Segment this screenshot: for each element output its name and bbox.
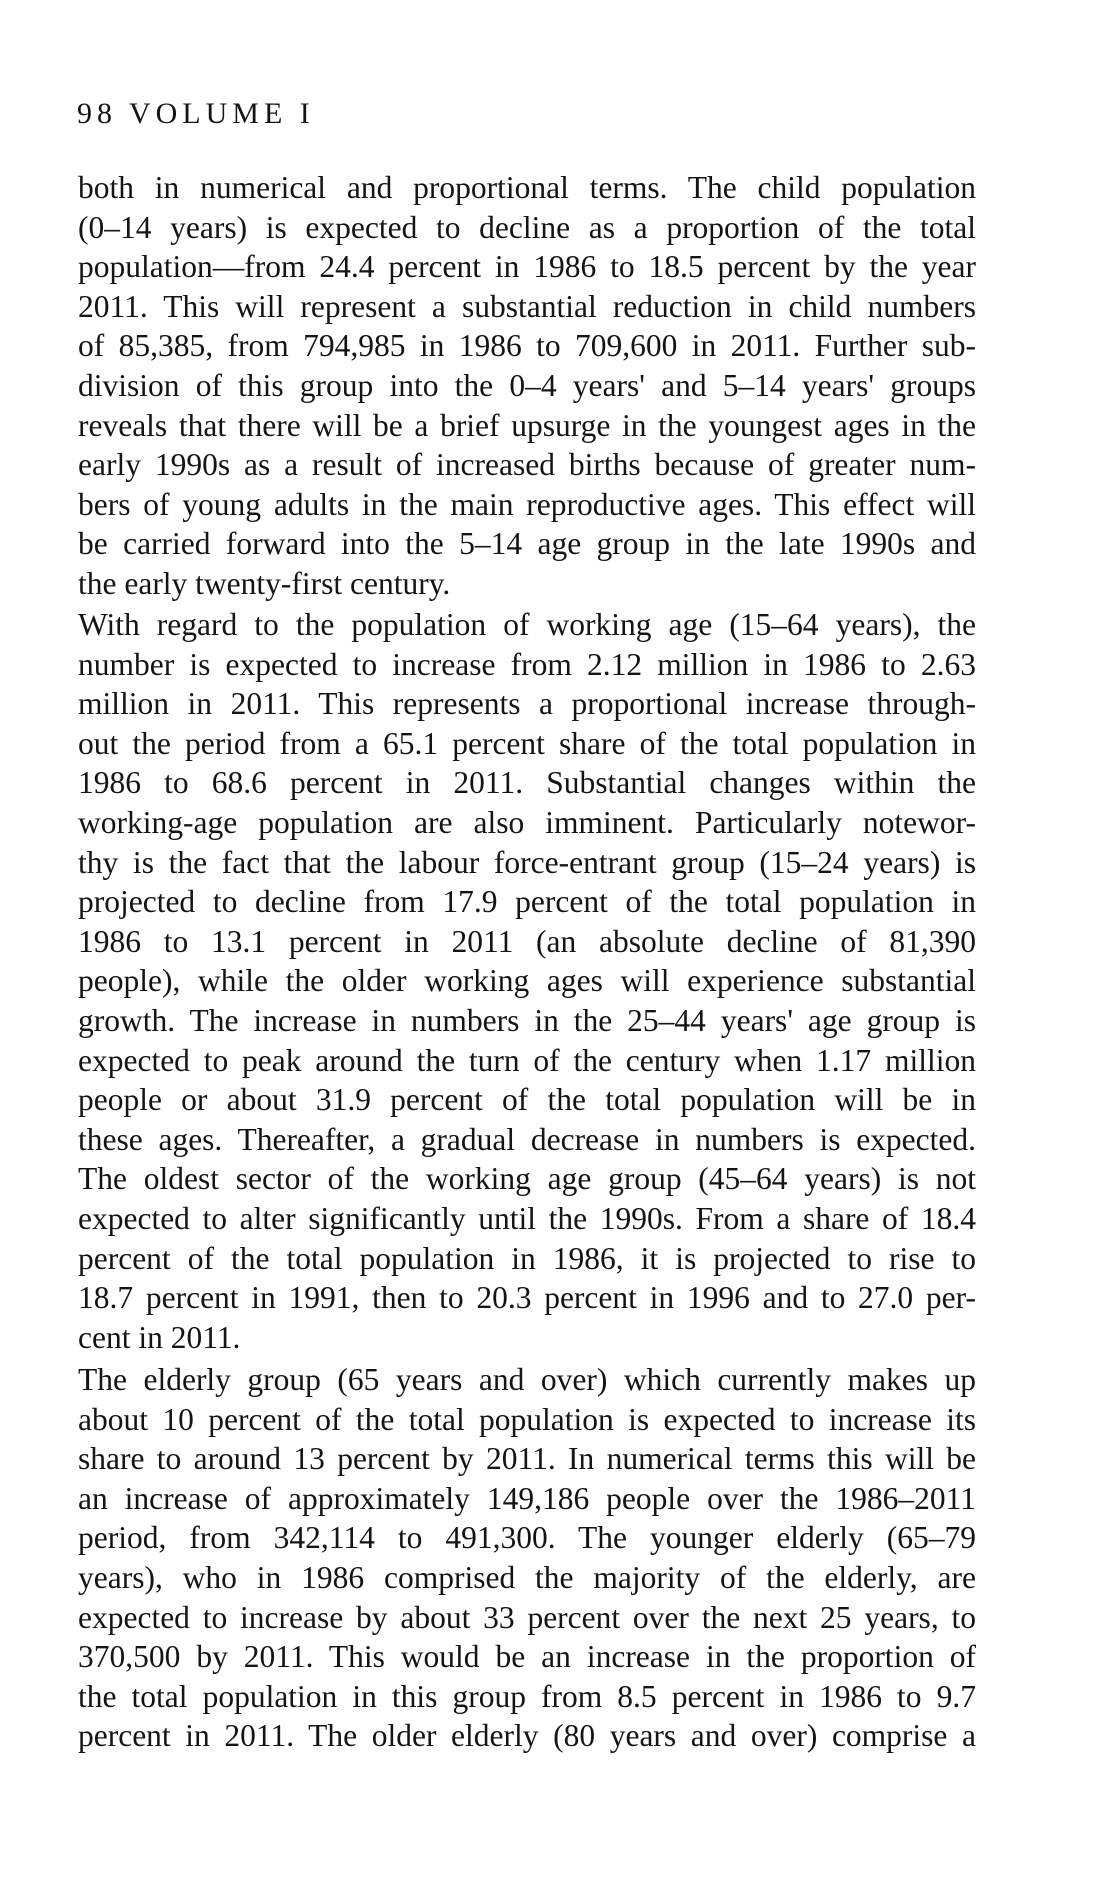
volume-label: VOLUME I	[128, 97, 315, 130]
text-line: the total population in this group from 8.5 percent in 1986 to 9.7	[78, 1678, 976, 1714]
text-line: 370,500 by 2011. This would be an increase in the proportion of	[78, 1639, 976, 1675]
text-line: With regard to the population of working age (15–64 years), the	[78, 607, 976, 642]
text-line: division of this group into the 0–4 years' and 5–14 years' groups	[78, 367, 976, 403]
text-line: 18.7 percent in 1991, then to 20.3 percent in 1996 and to 27.0 per-	[78, 1280, 976, 1316]
text-line: be carried forward into the 5–14 age group in the late 1990s and	[78, 526, 976, 562]
paragraph-working-age	[78, 605, 976, 1357]
page-number: 98	[77, 97, 117, 130]
text-line: period, from 342,114 to 491,300. The younger elderly (65–79	[78, 1520, 976, 1556]
text-line: both in numerical and proportional terms. The child population	[78, 170, 976, 205]
text-line: The oldest sector of the working age group (45–64 years) is not	[78, 1161, 976, 1197]
text-line: bers of young adults in the main reproductive ages. This effect will	[78, 486, 976, 522]
paragraph-elderly	[78, 1360, 976, 1756]
text-line: people or about 31.9 percent of the total population will be in	[78, 1082, 976, 1118]
text-line: people), while the older working ages will experience substantial	[78, 963, 976, 999]
text-line: million in 2011. This represents a proportional increase through-	[78, 686, 976, 722]
paragraph-child-population	[78, 168, 976, 604]
text-line: the early twenty-first century.	[78, 565, 451, 601]
text-line: cent in 2011.	[78, 1319, 241, 1355]
text-line: working-age population are also imminent. Particularly notewor-	[78, 804, 976, 840]
text-line: number is expected to increase from 2.12 million in 1986 to 2.63	[78, 646, 976, 682]
text-line: of 85,385, from 794,985 in 1986 to 709,600 in 2011. Further sub-	[78, 328, 976, 364]
text-line: (0–14 years) is expected to decline as a proportion of the total	[78, 209, 976, 245]
text-line: expected to increase by about 33 percent over the next 25 years, to	[78, 1599, 976, 1635]
text-line: early 1990s as a result of increased births because of greater num-	[78, 447, 976, 483]
text-line: growth. The increase in numbers in the 25–44 years' age group is	[78, 1002, 976, 1038]
text-line: these ages. Thereafter, a gradual decrease in numbers is expected.	[78, 1121, 976, 1157]
text-line: expected to alter significantly until the 1990s. From a share of 18.4	[78, 1200, 976, 1236]
text-line: percent in 2011. The older elderly (80 years and over) comprise a	[78, 1718, 976, 1754]
running-head	[77, 96, 315, 132]
text-line: The elderly group (65 years and over) which currently makes up	[78, 1362, 976, 1397]
text-line: population—from 24.4 percent in 1986 to 18.5 percent by the year	[78, 249, 976, 285]
text-line: percent of the total population in 1986, it is projected to rise to	[78, 1240, 976, 1276]
text-line: expected to peak around the turn of the century when 1.17 million	[78, 1042, 976, 1078]
text-line: about 10 percent of the total population is expected to increase its	[78, 1401, 976, 1437]
text-line: 2011. This will represent a substantial reduction in child numbers	[78, 288, 976, 324]
text-line: years), who in 1986 comprised the majority of the elderly, are	[78, 1559, 976, 1595]
text-line: out the period from a 65.1 percent share of the total population in	[78, 725, 976, 761]
text-line: projected to decline from 17.9 percent of the total population in	[78, 884, 976, 920]
text-line: thy is the fact that the labour force-entrant group (15–24 years) is	[78, 844, 976, 880]
text-line: reveals that there will be a brief upsurge in the youngest ages in the	[78, 407, 976, 443]
text-line: share to around 13 percent by 2011. In numerical terms this will be	[78, 1441, 976, 1477]
text-line: 1986 to 68.6 percent in 2011. Substantial changes within the	[78, 765, 976, 801]
text-line: 1986 to 13.1 percent in 2011 (an absolute decline of 81,390	[78, 923, 976, 959]
text-line: an increase of approximately 149,186 people over the 1986–2011	[78, 1480, 976, 1516]
